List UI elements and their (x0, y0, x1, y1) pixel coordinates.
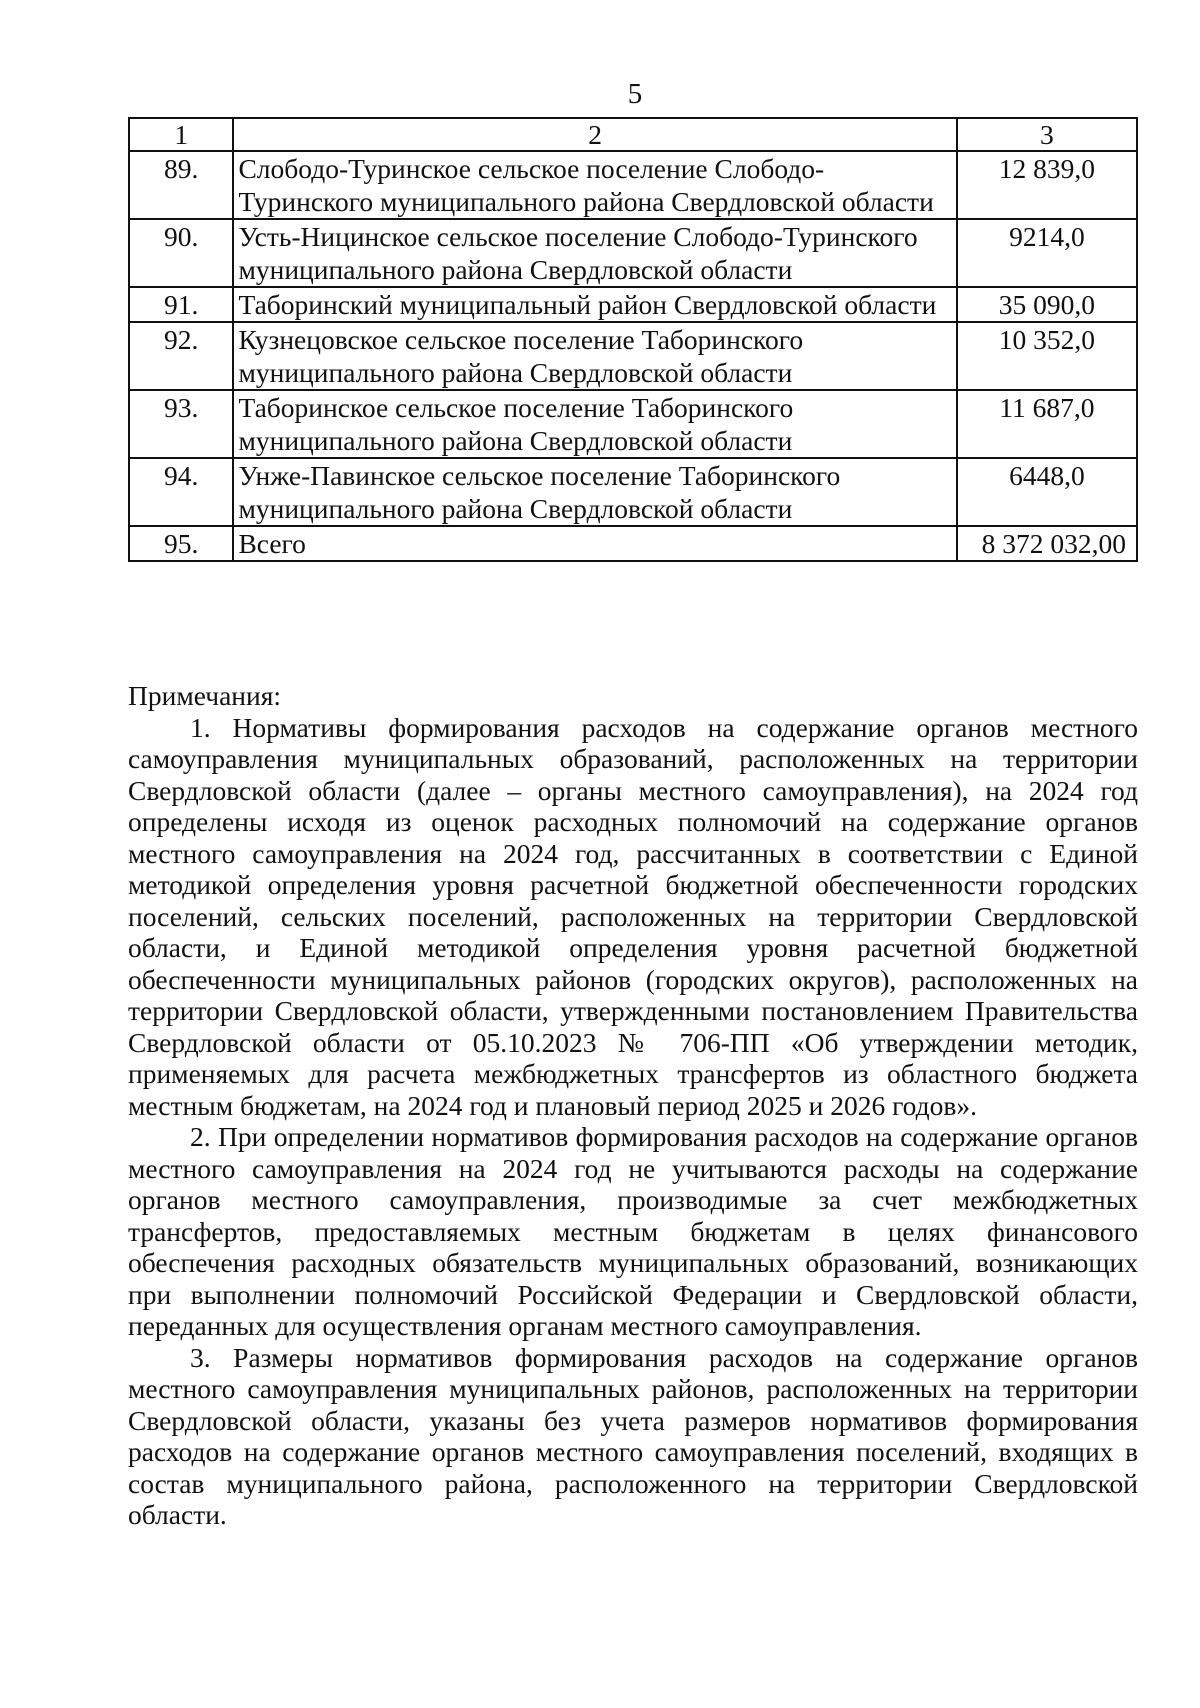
row-number: 94. (129, 458, 233, 526)
row-value: 10 352,0 (957, 322, 1137, 390)
notes-title: Примечания: (128, 680, 282, 711)
table-row (129, 219, 1137, 287)
table-row (129, 322, 1137, 390)
total-value: 8 372 032,00 (957, 526, 1137, 561)
row-number: 93. (129, 390, 233, 458)
header-cell-value: 3 (957, 118, 1137, 151)
row-number: 92. (129, 322, 233, 390)
row-number: 91. (129, 287, 233, 322)
table-row (129, 390, 1137, 458)
note-paragraph: 1. Нормативы формирования расходов на содержание органов местного самоуправления муниципальных образований, расположенных на территории Свердловской области (далее – органы местного самоуправления), на 2024 год определены исходя из оценок расходных полномочий на содержание органов местного самоуправления на 2024 год, рассчитанных в соответствии с Единой методикой определения уровня расчетной бюджетной обеспеченности городских поселений, сельских поселений, расположенных на территории Свердловской области, и Единой методикой определения уровня расчетной бюджетной обеспеченности муниципальных районов (городских округов), расположенных на территории Свердловской области, утвержденными постановлением Правительства Свердловской области от 05.10.2023 № 706-ПП «Об утверждении методик, применяемых для расчета межбюджетных трансфертов из областного бюджета местным бюджетам, на 2024 год и плановый период 2025 и 2026 годов». (128, 711, 1138, 1121)
header-cell-number: 1 (129, 118, 233, 151)
row-value: 9214,0 (957, 219, 1137, 287)
row-value: 6448,0 (957, 458, 1137, 526)
table-header-row (129, 118, 1137, 151)
table-total-row (129, 526, 1137, 561)
table-row (129, 287, 1137, 322)
row-name: Слободо-Туринское сельское поселение Слободо-Туринского муниципального района Свердловской области (233, 151, 956, 219)
page-number: 5 (627, 78, 643, 110)
row-number: 95. (129, 526, 233, 561)
row-name: Усть-Ницинское сельское поселение Слободо-Туринского муниципального района Свердловской области (233, 219, 956, 287)
row-value: 12 839,0 (957, 151, 1137, 219)
row-number: 89. (129, 151, 233, 219)
row-name: Унже-Павинское сельское поселение Таборинского муниципального района Свердловской области (233, 458, 956, 526)
row-name: Таборинский муниципальный район Свердловской области (233, 287, 956, 322)
note-paragraph: 3. Размеры нормативов формирования расходов на содержание органов местного самоуправления муниципальных районов, расположенных на территории Свердловской области, указаны без учета размеров нормативов формирования расходов на содержание органов местного самоуправления поселений, входящих в состав муниципального района, расположенного на территории Свердловской области. (128, 1341, 1138, 1530)
table-row (129, 458, 1137, 526)
note-paragraph: 2. При определении нормативов формирования расходов на содержание органов местного самоуправления на 2024 год не учитываются расходы на содержание органов местного самоуправления, производимые за счет межбюджетных трансфертов, предоставляемых местным бюджетам в целях финансового обеспечения расходных обязательств муниципальных образований, возникающих при выполнении полномочий Российской Федерации и Свердловской области, переданных для осуществления органам местного самоуправления. (128, 1121, 1138, 1341)
budget-norms-table (128, 117, 1138, 562)
row-value: 11 687,0 (957, 390, 1137, 458)
row-name: Таборинское сельское поселение Таборинского муниципального района Свердловской области (233, 390, 956, 458)
row-number: 90. (129, 219, 233, 287)
header-cell-name: 2 (233, 118, 956, 151)
total-label: Всего (233, 526, 956, 561)
row-name: Кузнецовское сельское поселение Таборинского муниципального района Свердловской области (233, 322, 956, 390)
table-row (129, 151, 1137, 219)
row-value: 35 090,0 (957, 287, 1137, 322)
notes-section (128, 680, 1138, 1531)
